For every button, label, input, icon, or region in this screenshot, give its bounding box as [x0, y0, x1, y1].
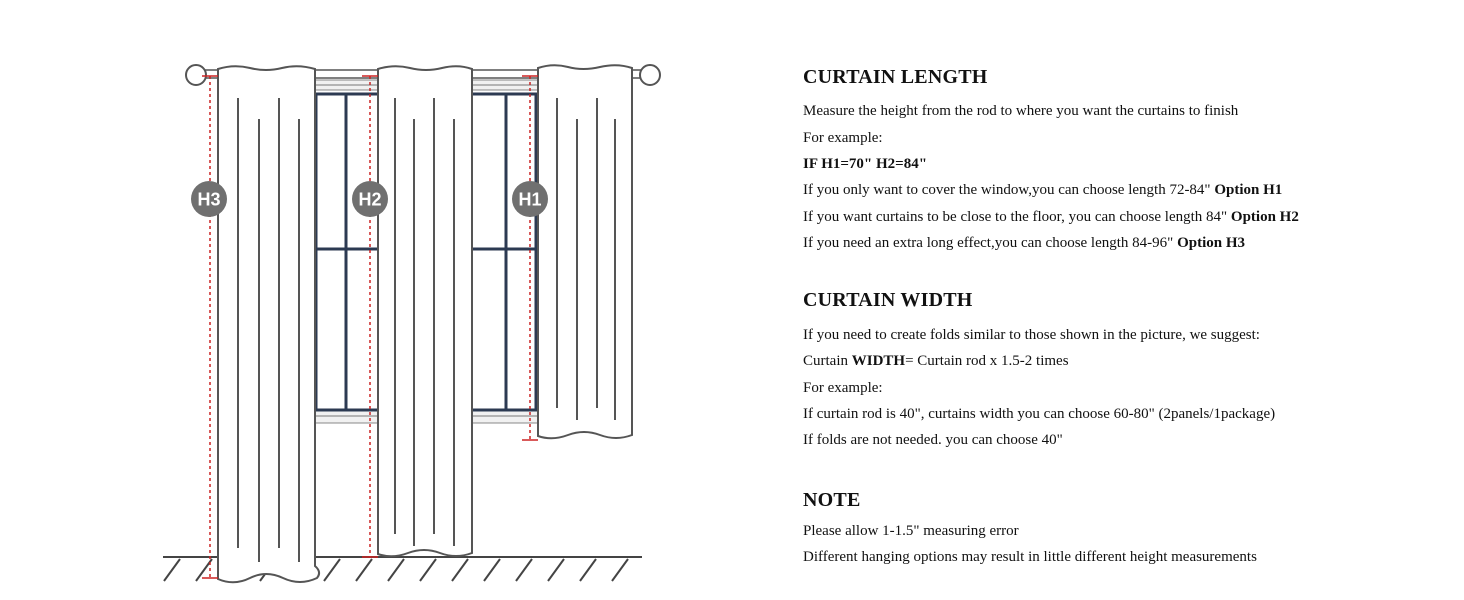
- badge-h2-label: H2: [358, 189, 382, 210]
- curtain-panel-h1: [538, 65, 632, 438]
- note-line-1: Please allow 1-1.5" measuring error: [803, 523, 1019, 539]
- note-heading: NOTE: [803, 489, 861, 511]
- badge-h2: [352, 181, 388, 217]
- badge-h3-label: H3: [197, 189, 221, 210]
- badge-h1: [512, 181, 548, 217]
- badge-h3: [191, 181, 227, 217]
- width-formula-line: [803, 353, 1069, 370]
- badge-h1-label: H1: [518, 189, 542, 210]
- length-line-1: Measure the height from the rod to where you want the curtains to finish: [803, 103, 1239, 119]
- curtain-panel-h2: [378, 66, 472, 556]
- note-line-2: Different hanging options may result in little different height measurements: [803, 549, 1257, 565]
- option-h3-label: Option H3: [1177, 235, 1245, 251]
- width-line-4: If curtain rod is 40", curtains width you can choose 60-80" (2panels/1package): [803, 406, 1276, 422]
- width-formula-a: Curtain: [803, 353, 852, 369]
- width-line-1: If you need to create folds similar to those shown in the picture, we suggest:: [803, 327, 1260, 343]
- option-h2-label: Option H2: [1230, 209, 1299, 225]
- width-line-3: For example:: [803, 380, 883, 396]
- option-h3-text: If you need an extra long effect,you can choose length 84-96": [803, 235, 1178, 251]
- curtain-panel-h3: [218, 66, 319, 582]
- curtain-length-heading: CURTAIN LENGTH: [803, 66, 988, 88]
- width-formula-c: = Curtain rod x 1.5-2 times: [905, 353, 1069, 369]
- length-line-2: For example:: [803, 130, 883, 146]
- option-h2-line: [803, 209, 1299, 226]
- curtain-width-heading: CURTAIN WIDTH: [803, 289, 973, 311]
- curtain-measurement-diagram: [0, 0, 700, 600]
- option-h2-text: If you want curtains to be close to the floor, you can choose length 84": [803, 209, 1231, 225]
- width-formula-b: WIDTH: [851, 353, 906, 369]
- length-example-line: IF H1=70" H2=84": [803, 156, 928, 172]
- option-h1-label: Option H1: [1214, 182, 1283, 198]
- option-h1-text: If you only want to cover the window,you can choose length 72-84": [803, 182, 1215, 198]
- width-line-5: If folds are not needed. you can choose 40": [803, 432, 1063, 448]
- option-h3-line: [803, 235, 1245, 252]
- option-h1-line: [803, 182, 1282, 199]
